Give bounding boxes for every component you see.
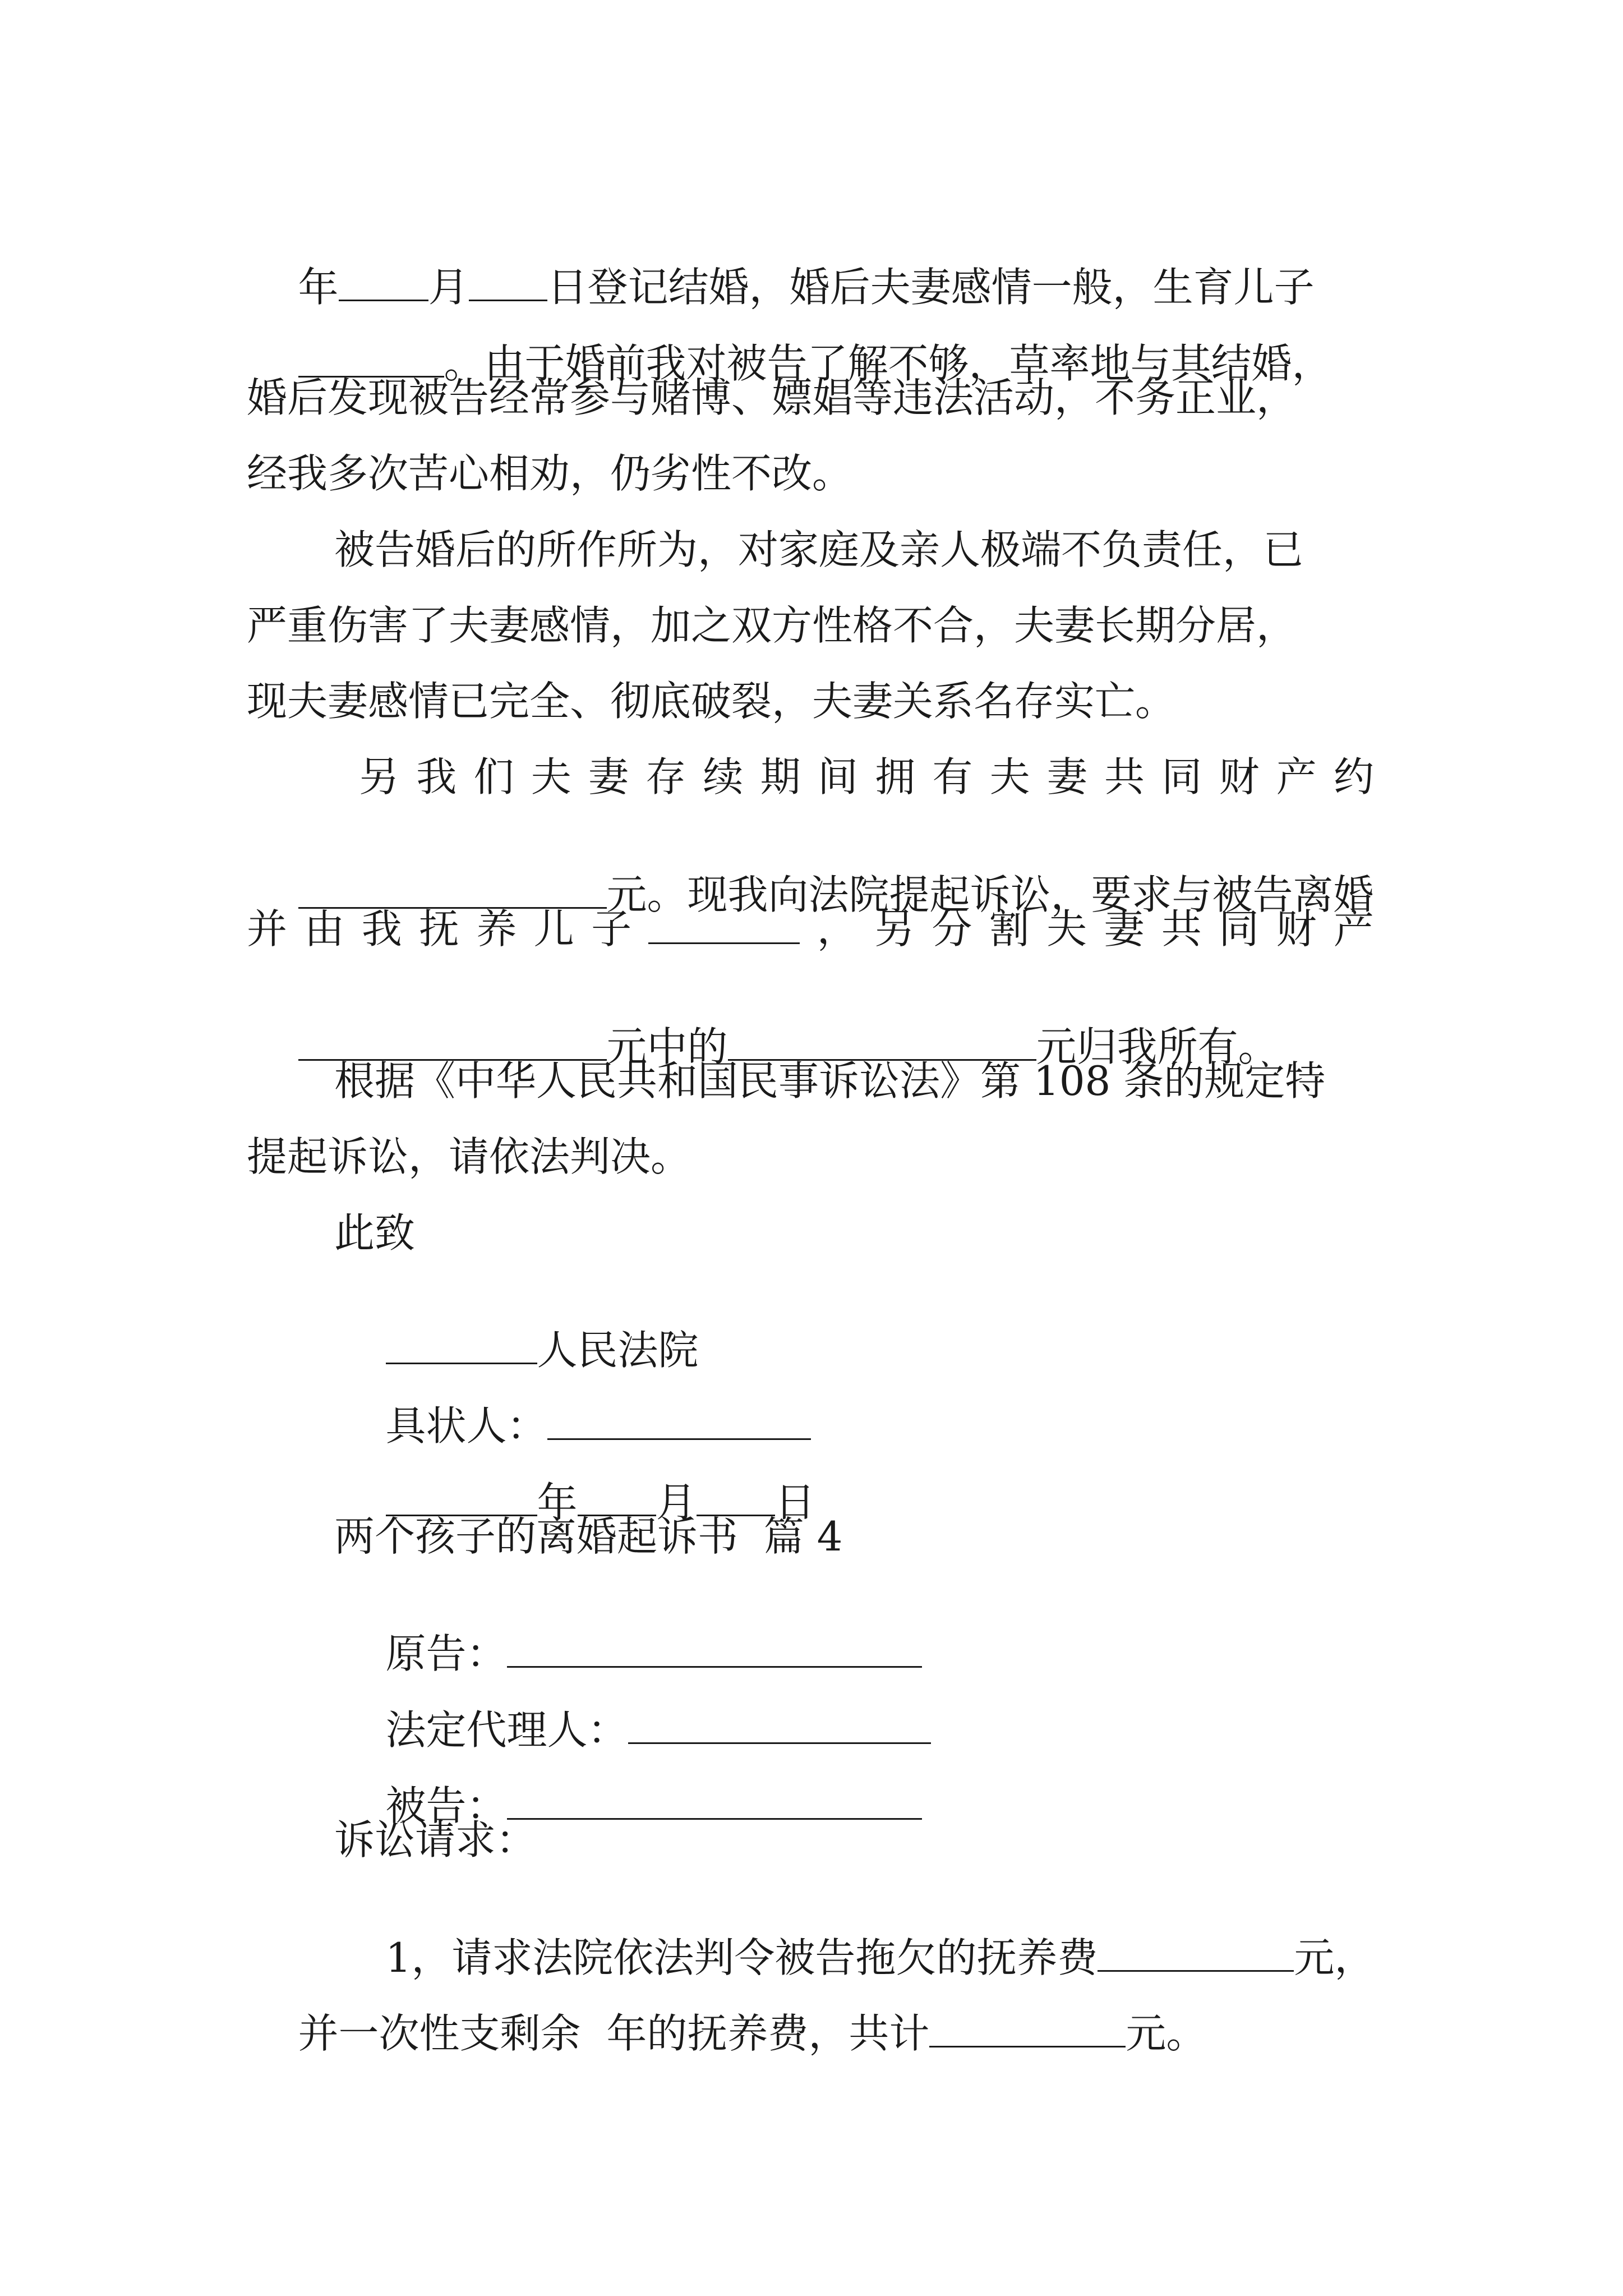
text-of-which: 元中的 (606, 1023, 728, 1070)
text-day: 日 (774, 1479, 815, 1526)
label-agent: 法定代理人： (385, 1706, 628, 1754)
char: 夫 (531, 753, 571, 800)
char: 夫 (1046, 905, 1087, 953)
label-plaintiff-sign: 具状人： (385, 1402, 547, 1450)
blank-custody-son (648, 909, 800, 944)
char: 存 (645, 753, 686, 800)
para2-line1: 被告婚后的所作所为，对家庭及亲人极端不负责任，已 (334, 526, 1304, 573)
blank-total (929, 2012, 1126, 2047)
char: 子 (591, 905, 632, 953)
text-marriage: 日登记结婚，婚后夫妻感情一般，生育儿子 (547, 264, 1315, 311)
char: 儿 (533, 905, 574, 953)
blank-month (578, 1481, 656, 1516)
blank-defendant (507, 1784, 922, 1820)
salutation: 此致 (334, 1209, 416, 1257)
char: 割 (989, 905, 1030, 953)
char: 妻 (588, 753, 629, 800)
char: 妻 (1104, 905, 1145, 953)
char: 产 (1276, 753, 1317, 800)
text-court: 人民法院 (537, 1327, 699, 1374)
char: 拥 (875, 753, 916, 800)
blank-plaintiff-sign (547, 1405, 811, 1440)
para2-line2: 严重伤害了夫妻感情，加之双方性格不合，夫妻长期分居， (247, 602, 1297, 649)
char: 抚 (419, 905, 460, 953)
char: 约 (1333, 753, 1374, 800)
char: 夫 (989, 753, 1030, 800)
text-claim1: 1，请求法院依法判令被告拖欠的抚养费 (385, 1934, 1098, 1981)
char: 并 (247, 905, 288, 953)
para4-line2: 提起诉讼，请依法判决。 (247, 1133, 691, 1180)
char: 们 (473, 753, 514, 800)
blank-my-share (728, 1025, 1036, 1061)
char: 财 (1219, 753, 1260, 800)
blank-son-name (298, 342, 444, 378)
char: 另 (359, 753, 400, 800)
char: ， (817, 905, 857, 953)
char: 共 (1104, 753, 1145, 800)
text-yuan: 元。 (1126, 2010, 1207, 2057)
para1-line4: 经我多次苦心相劝，仍劣性不改。 (247, 450, 853, 497)
char: 我 (361, 905, 402, 953)
char: 同 (1161, 753, 1202, 800)
blank-plaintiff (507, 1632, 922, 1668)
char: 我 (416, 753, 457, 800)
blank-year (386, 1481, 537, 1516)
text-year: 年 (298, 264, 339, 311)
char: 间 (817, 753, 858, 800)
char: 期 (760, 753, 801, 800)
blank-agent (628, 1709, 931, 1744)
text-yuan: 元， (1294, 1934, 1375, 1981)
para4-line1: 根据《中华人民共和国民事诉讼法》第 108 条的规定特 (334, 1057, 1326, 1105)
char: 有 (932, 753, 973, 800)
para3-line1 (359, 753, 1374, 800)
blank-total-property (298, 1025, 607, 1061)
text-lump-sum: 并一次性支剩余 年的抚养费，共计 (298, 2010, 930, 2057)
blank-day (697, 1481, 775, 1516)
text-month: 月 (656, 1479, 697, 1526)
char: 养 (476, 905, 517, 953)
para2-line3: 现夫妻感情已完全、彻底破裂，夫妻关系名存实亡。 (247, 678, 1176, 725)
section-title: 两个孩子的离婚起诉书 篇 4 (334, 1513, 843, 1560)
blank-month (339, 266, 428, 301)
char: 财 (1276, 905, 1317, 953)
char: 妻 (1046, 753, 1087, 800)
text-belongs-to-me: 元归我所有。 (1036, 1023, 1279, 1070)
char: 由 (304, 905, 345, 953)
para1-line3: 婚后发现被告经常参与赌博、嫖娼等违法活动，不务正业， (247, 374, 1297, 421)
claims-title: 诉讼请求： (334, 1816, 537, 1864)
text-before-marriage: 。由于婚前我对被告了解不够，草率地与其结婚， (444, 340, 1332, 387)
char: 共 (1161, 905, 1202, 953)
text-lawsuit: 元。现我向法院提起诉讼，要求与被告离婚 (606, 871, 1374, 918)
text-month: 月 (428, 264, 469, 311)
blank-day (469, 266, 547, 301)
char: 另 (874, 905, 915, 953)
char: 同 (1219, 905, 1260, 953)
label-plaintiff: 原告： (385, 1630, 507, 1677)
blank-court-name (386, 1329, 537, 1364)
char: 续 (703, 753, 744, 800)
char: 分 (932, 905, 972, 953)
blank-arrears (1098, 1936, 1294, 1972)
para3-line3 (247, 905, 1374, 953)
text-year: 年 (537, 1479, 578, 1526)
claim1-line2 (247, 1972, 1206, 2094)
blank-joint-property (298, 873, 607, 909)
label-defendant: 被告： (385, 1782, 507, 1829)
char: 产 (1333, 905, 1374, 953)
